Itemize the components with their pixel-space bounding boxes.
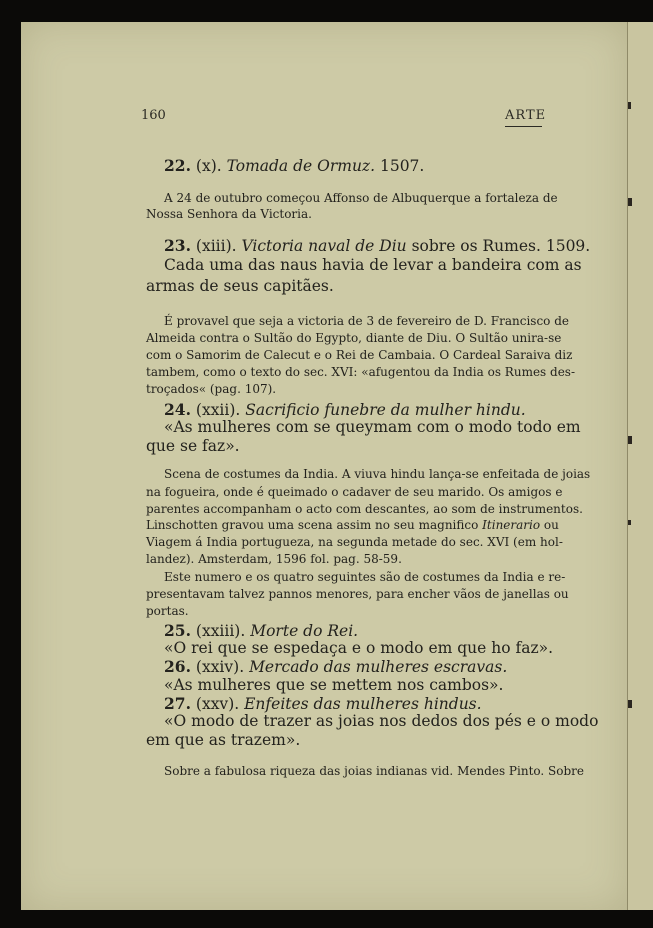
entry-text-line: «As mulheres com se queymam com o modo todo em [164,418,581,436]
entry-number: 24. [164,400,191,419]
note-text: Linschotten gravou uma scena assim no seu magnifico [146,518,479,532]
note-line: Almeida contra o Sultão do Egypto, diante de Diu. O Sultão unira-se [146,331,562,345]
continuation-line: Sobre a fabulosa riqueza das joias indianas vid. Mendes Pinto. Sobre [164,764,585,778]
note-line: É provavel que seja a victoria de 3 de fevereiro de D. Francisco de [164,314,569,328]
entry-text-line: «O modo de trazer as joias nos dedos dos pés e o modo [164,712,599,730]
entry-title: Morte do Rei. [250,622,359,640]
entry-year: 1507. [379,157,425,175]
note-line: Este numero e os quatro seguintes são de costumes da India e re- [164,570,566,584]
edge-mark [628,102,631,109]
edge-mark [628,700,632,708]
header-rule [505,126,542,127]
note-line: parentes accompanham o acto com descantes, ao som de instrumentos. [146,502,583,516]
entry-number: 23. [164,236,191,255]
entry-23-heading [164,236,590,255]
note-line: com o Samorim de Calecut e o Rei de Cambaia. O Cardeal Saraiva diz [146,348,573,362]
entry-24-heading [164,400,526,419]
entry-number: 25. [164,621,191,640]
entry-text-line: em que as trazem». [146,731,301,749]
entry-27-heading [164,694,482,713]
entry-ref: (xxii). [195,401,241,419]
entry-text-line: Cada uma das naus havia de levar a bandeira com as [164,256,582,274]
entry-number: 27. [164,694,191,713]
page-number: 160 [141,108,166,123]
entry-ref: (xxiv). [195,658,245,676]
note-line: Viagem á India portugueza, na segunda metade do sec. XVI (em hol- [146,535,563,549]
entry-text-line: «As mulheres que se mettem nos cambos». [164,676,504,694]
note-line: na fogueira, onde é queimado o cadaver de seu marido. Os amigos e [146,485,563,499]
page-header [21,108,627,130]
edge-mark [628,520,631,525]
note-line: tambem, como o texto do sec. XVI: «afugentou da India os Rumes des- [146,365,576,379]
entry-title: Sacrificio funebre da mulher hindu. [245,401,526,419]
note-line: A 24 de outubro começou Affonso de Albuquerque a fortaleza de [164,191,558,205]
adjacent-page-edge [627,22,653,910]
entry-title: Mercado das mulheres escravas. [249,658,508,676]
note-line: portas. [146,604,189,618]
entry-ref: (xxiii). [195,622,246,640]
entry-ref: (xxv). [195,695,240,713]
note-line: landez). Amsterdam, 1596 fol. pag. 58-59. [146,552,402,566]
book-title: Itinerario [482,518,541,532]
entry-title: Victoria naval de Diu [241,237,407,255]
note-line: troçados« (pag. 107). [146,382,277,396]
entry-ref: (xiii). [195,237,237,255]
entry-title-rest: sobre os Rumes. 1509. [411,237,591,255]
entry-number: 22. [164,156,191,175]
entry-title: Tomada de Ormuz. [226,157,376,175]
running-title: ARTE [505,108,547,123]
entry-25-heading [164,621,358,640]
entry-title: Enfeites das mulheres hindus. [244,695,482,713]
entry-ref: (x). [195,157,222,175]
entry-26-heading [164,657,507,676]
entry-text-line: que se faz». [146,437,240,455]
entry-number: 26. [164,657,191,676]
entry-22-heading [164,156,424,175]
note-text: ou [543,518,559,532]
edge-mark [628,436,632,444]
entry-text-line: armas de seus capitães. [146,277,334,295]
edge-mark [628,198,632,206]
note-line: Scena de costumes da India. A viuva hindu lança-se enfeitada de joias [164,467,591,481]
entry-text-line: «O rei que se espedaça e o modo em que ho faz». [164,639,554,657]
note-line: Nossa Senhora da Victoria. [146,207,312,221]
note-line [146,518,559,532]
note-line: presentavam talvez pannos menores, para encher vãos de janellas ou [146,587,569,601]
